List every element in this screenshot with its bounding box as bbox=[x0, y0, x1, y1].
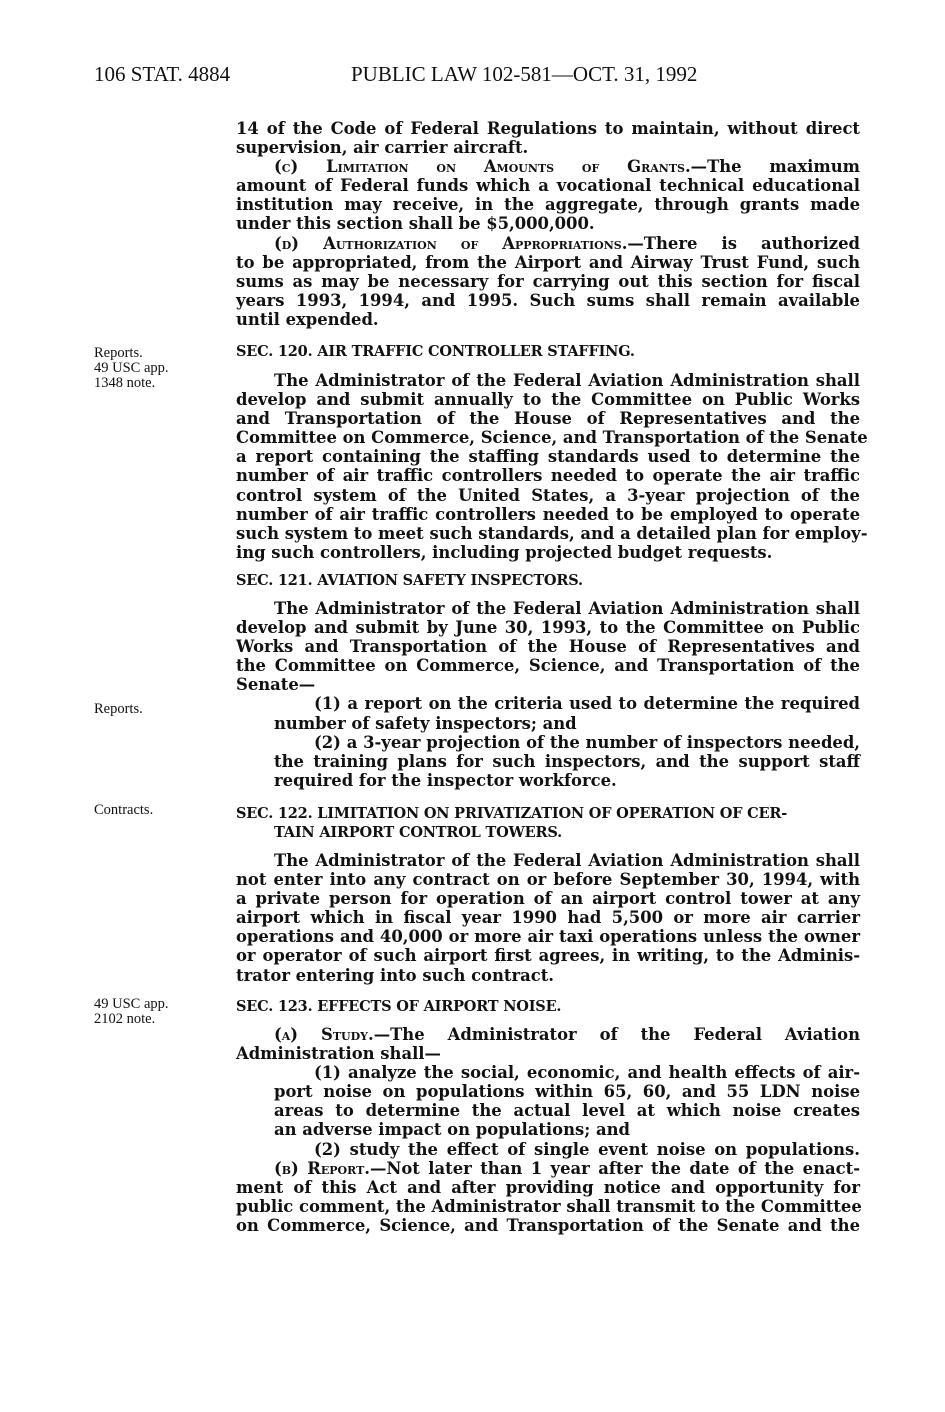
section-122-heading-cont: TAIN AIRPORT CONTROL TOWERS. bbox=[274, 824, 562, 842]
text-line: the Committee on Commerce, Science, and Transportation of the bbox=[236, 656, 860, 676]
list-item-continuation: areas to determine the actual level at which noise creates bbox=[274, 1101, 860, 1121]
text-line: The Administrator of the Federal Aviation Administration shall bbox=[274, 371, 860, 390]
subsection-a-heading-line bbox=[236, 1025, 860, 1044]
text-line: or operator of such airport first agrees, in writing, to the Adminis- bbox=[236, 946, 860, 966]
margin-note-reports-2 bbox=[94, 702, 214, 717]
text-line: airport which in fiscal year 1990 had 5,500 or more air carrier bbox=[236, 908, 860, 928]
text-line: to be appropriated, from the Airport and Airway Trust Fund, such bbox=[236, 252, 860, 272]
section-123-body bbox=[236, 1025, 860, 1235]
subsections-c-d bbox=[236, 119, 860, 329]
subsection-d-heading-line bbox=[236, 234, 860, 253]
subsection-d-heading: (d) Authorization of Appropriations.— bbox=[274, 233, 644, 253]
margin-note-line: Reports. bbox=[94, 345, 143, 361]
text-line: sums as may be necessary for carrying out this section for fiscal bbox=[236, 271, 860, 291]
text-line: ment of this Act and after providing notice and opportunity for bbox=[236, 1177, 860, 1197]
text-line: control system of the United States, a 3-year projection of the bbox=[236, 485, 860, 505]
section-120-heading: SEC. 120. AIR TRAFFIC CONTROLLER STAFFING. bbox=[236, 343, 635, 360]
subsection-b-heading-line bbox=[236, 1159, 860, 1178]
page-header bbox=[94, 62, 854, 92]
section-122 bbox=[236, 804, 860, 842]
text-line: supervision, air carrier aircraft. bbox=[236, 138, 529, 158]
text-run: The Administrator of the Federal Aviation bbox=[390, 1025, 860, 1044]
subsection-c-heading: (c) Limitation on Amounts of Grants.— bbox=[274, 157, 708, 177]
text-run: There is authorized bbox=[643, 233, 860, 253]
text-line: public comment, the Administrator shall transmit to the Committee bbox=[236, 1196, 862, 1216]
margin-note-line: 49 USC app. bbox=[94, 360, 169, 376]
margin-note-line: 2102 note. bbox=[94, 1011, 156, 1027]
section-121-body bbox=[236, 599, 860, 790]
list-item: (1) a report on the criteria used to determine the required bbox=[314, 694, 860, 714]
text-line: The Administrator of the Federal Aviation Administration shall bbox=[274, 599, 860, 618]
text-line: a private person for operation of an airport control tower at any bbox=[236, 889, 860, 909]
text-line: Administration shall— bbox=[236, 1044, 441, 1064]
margin-note-reports-1 bbox=[94, 346, 214, 391]
margin-note-line: 1348 note. bbox=[94, 375, 156, 391]
text-line: years 1993, 1994, and 1995. Such sums shall remain available bbox=[236, 290, 860, 310]
public-law-citation: PUBLIC LAW 102-581—OCT. 31, 1992 bbox=[351, 62, 698, 86]
list-item: (2) a 3-year projection of the number of inspectors needed, bbox=[314, 732, 860, 752]
text-line: number of air traffic controllers needed to be employed to operate bbox=[236, 504, 860, 524]
text-line: develop and submit by June 30, 1993, to the Committee on Public bbox=[236, 618, 860, 638]
text-line: 14 of the Code of Federal Regulations to maintain, without direct bbox=[236, 119, 860, 138]
text-line: amount of Federal funds which a vocational technical educational bbox=[236, 176, 860, 196]
section-122-body bbox=[236, 851, 860, 985]
text-line: The Administrator of the Federal Aviation Administration shall bbox=[274, 851, 860, 870]
margin-note-contracts bbox=[94, 803, 214, 818]
section-121-heading: SEC. 121. AVIATION SAFETY INSPECTORS. bbox=[236, 572, 583, 589]
text-line: until expended. bbox=[236, 309, 379, 329]
text-line: number of air traffic controllers needed to operate the air traffic bbox=[236, 466, 860, 486]
list-item-continuation: required for the inspector workforce. bbox=[274, 770, 617, 790]
list-item-continuation: an adverse impact on populations; and bbox=[274, 1120, 630, 1140]
list-item-continuation: the training plans for such inspectors, and the support staff bbox=[274, 751, 860, 771]
section-120 bbox=[236, 342, 860, 361]
section-121 bbox=[236, 571, 860, 590]
subsection-a-heading: (a) Study.— bbox=[274, 1025, 391, 1044]
section-120-body bbox=[236, 371, 868, 562]
list-item: (1) analyze the social, economic, and health effects of air- bbox=[314, 1063, 860, 1083]
list-item-continuation: number of safety inspectors; and bbox=[274, 713, 577, 733]
margin-note-49usc-2102 bbox=[94, 997, 214, 1027]
list-item-continuation: port noise on populations within 65, 60, and 55 LDN noise bbox=[274, 1082, 860, 1102]
text-line: a report containing the staffing standards used to determine the bbox=[236, 447, 860, 467]
text-line: institution may receive, in the aggregate, through grants made bbox=[236, 195, 860, 215]
margin-note-line: Contracts. bbox=[94, 802, 154, 818]
text-line: on Commerce, Science, and Transportation of the Senate and the bbox=[236, 1215, 860, 1235]
text-line: and Transportation of the House of Representatives and the bbox=[236, 409, 860, 429]
text-line: not enter into any contract on or before September 30, 1994, with bbox=[236, 870, 860, 890]
text-line: develop and submit annually to the Committee on Public Works bbox=[236, 390, 860, 410]
text-line: Works and Transportation of the House of Representatives and bbox=[236, 637, 860, 657]
text-line: Committee on Commerce, Science, and Transportation of the Senate bbox=[236, 428, 868, 448]
margin-note-line: 49 USC app. bbox=[94, 996, 169, 1012]
section-123 bbox=[236, 997, 860, 1016]
section-123-heading: SEC. 123. EFFECTS OF AIRPORT NOISE. bbox=[236, 998, 562, 1015]
statute-page-number: 106 STAT. 4884 bbox=[94, 62, 231, 86]
text-line: ing such controllers, including projected budget requests. bbox=[236, 542, 773, 562]
text-line: under this section shall be $5,000,000. bbox=[236, 214, 595, 234]
text-run: The maximum bbox=[707, 157, 860, 177]
text-line: trator entering into such contract. bbox=[236, 965, 554, 985]
margin-note-line: Reports. bbox=[94, 701, 143, 717]
list-item: (2) study the effect of single event noise on populations. bbox=[314, 1139, 860, 1159]
text-line: such system to meet such standards, and a detailed plan for employ- bbox=[236, 523, 868, 543]
subsection-b-heading: (b) Report.— bbox=[274, 1158, 387, 1178]
text-run: Not later than 1 year after the date of the enact- bbox=[386, 1158, 860, 1178]
text-line: operations and 40,000 or more air taxi operations unless the owner bbox=[236, 927, 860, 947]
subsection-c-heading-line bbox=[236, 157, 860, 176]
section-122-heading: SEC. 122. LIMITATION ON PRIVATIZATION OF OPERATION OF CER- bbox=[236, 805, 788, 822]
text-line: Senate— bbox=[236, 675, 316, 695]
